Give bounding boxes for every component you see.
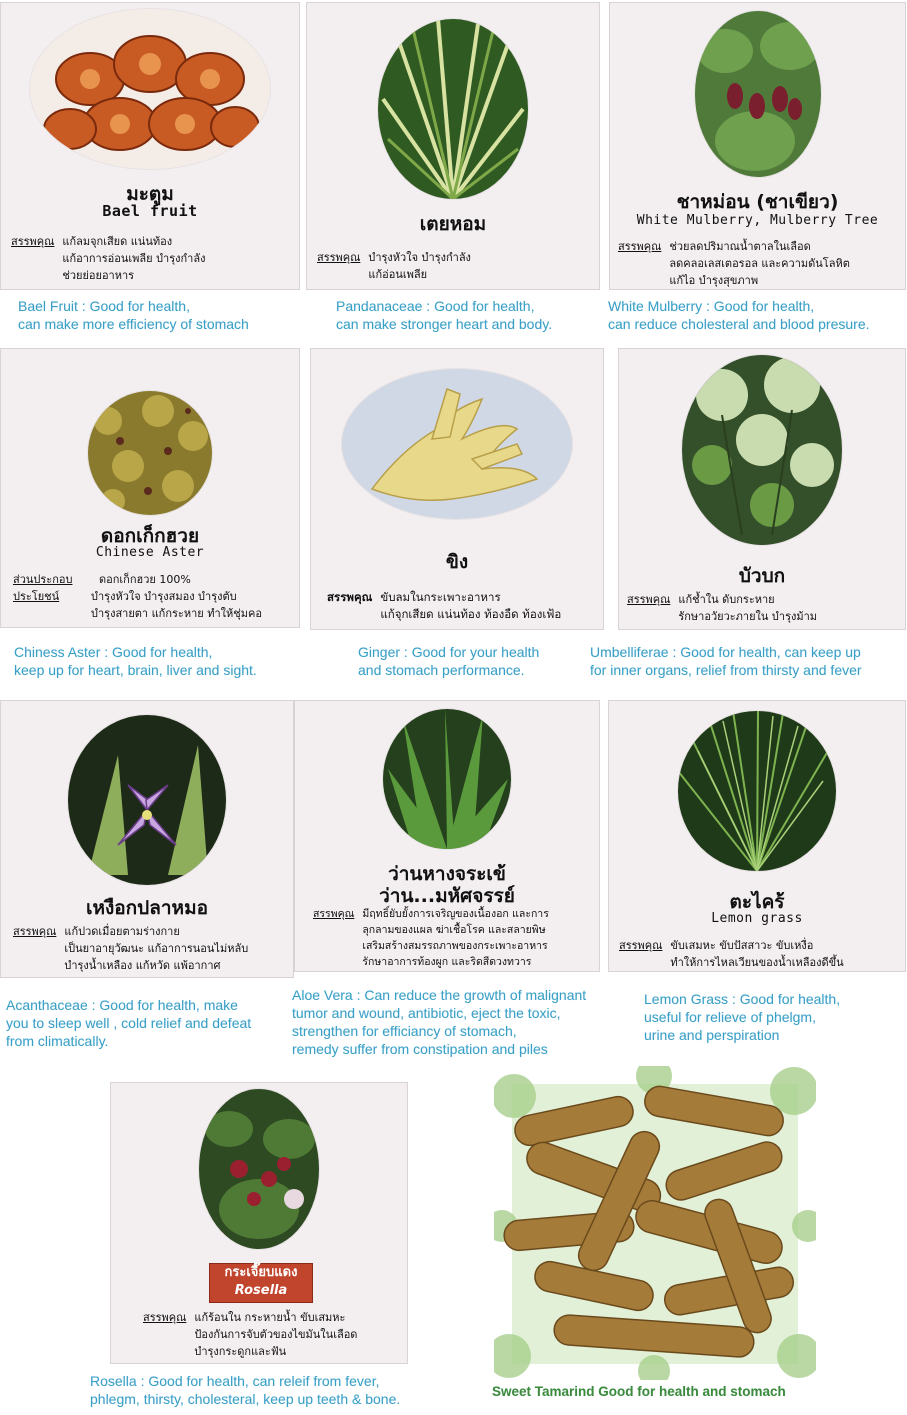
pandan-line: แก้อ่อนเพลีย [368, 268, 428, 281]
gotu-thai-name: บัวบก [738, 565, 786, 587]
caption-line: keep up for heart, brain, liver and sight. [14, 662, 257, 678]
rosella-card [110, 1082, 408, 1364]
lemongrass-photo [678, 711, 836, 871]
tamarind-caption: Sweet Tamarind Good for health and stomach [492, 1384, 786, 1399]
lemongrass-card [608, 700, 906, 972]
caption-line: can make more efficiency of stomach [18, 316, 249, 332]
aster-properties [13, 571, 262, 622]
bael-line: ช่วยย่อยอาหาร [62, 269, 135, 282]
mulberry-english-name: White Mulberry, Mulberry Tree [636, 213, 879, 228]
lemongrass-line: ทำให้การไหลเวียนของน้ำเหลืองดีขึ้น [670, 956, 844, 969]
caption-line: Chiness Aster : Good for health, [14, 644, 213, 660]
ginger-card [310, 348, 604, 630]
gotu-properties [627, 591, 817, 625]
bael-label: สรรพคุณ [11, 235, 55, 248]
caption-line: from climatically. [6, 1033, 109, 1049]
acanthus-line: เป็นยาอายุวัฒนะ แก้อาการนอนไม่หลับ [64, 942, 249, 955]
ginger-properties [327, 589, 561, 623]
caption-line: phlegm, thirsty, cholesteral, keep up teeth & bone. [90, 1391, 401, 1407]
aloe-properties [313, 906, 549, 970]
gotu-photo [682, 355, 842, 545]
rosella-name-badge [209, 1263, 313, 1303]
aloe-thai-name: ว่านหางจระเข้ [388, 863, 506, 885]
gotu-line: แก้ช้ำใน ดับกระหาย [678, 593, 775, 606]
acanthus-properties [13, 923, 248, 974]
aster-photo [88, 391, 212, 515]
rosella-line: ป้องกันการจับตัวของไขมันในเลือด [194, 1328, 358, 1341]
mulberry-line: ช่วยลดปริมาณน้ำตาลในเลือด [669, 240, 811, 253]
aloe-photo [383, 709, 511, 849]
rosella-line: แก้ร้อนใน กระหายน้ำ ขับเสมหะ [194, 1311, 346, 1324]
aloe-line: รักษาอาการท้องผูก และริดสีดวงทวาร [362, 956, 532, 968]
rosella-caption [90, 1372, 400, 1408]
pandan-caption [336, 297, 552, 333]
pandan-properties [317, 249, 471, 283]
pandan-label: สรรพคุณ [317, 251, 361, 264]
bael-properties [11, 233, 205, 284]
aster-label-benefits: ประโยชน์ [13, 590, 60, 603]
acanthus-thai-name: เหงือกปลาหมอ [85, 897, 209, 919]
caption-line: remedy suffer from constipation and piles [292, 1041, 548, 1057]
aloe-line: เสริมสร้างสมรรถภาพของกระเพาะอาหาร [362, 940, 548, 952]
bael-line: แก้อาการอ่อนเพลีย บำรุงกำลัง [62, 252, 206, 265]
aloe-caption [292, 986, 586, 1058]
lemongrass-english-name: Lemon grass [711, 911, 803, 926]
gotu-label: สรรพคุณ [627, 593, 671, 606]
ginger-photo [342, 369, 572, 519]
mulberry-photo [695, 11, 821, 177]
bael-photo [30, 9, 270, 169]
aloe-label: สรรพคุณ [313, 908, 355, 920]
caption-line: Pandanaceae : Good for health, [336, 298, 535, 314]
rosella-line: บำรุงกระดูกและฟัน [194, 1345, 287, 1358]
aster-caption [14, 643, 257, 679]
mulberry-caption [608, 297, 870, 333]
aloe-card [294, 700, 600, 972]
acanthus-line: แก้ปวดเมื่อยตามร่างกาย [64, 925, 180, 938]
ginger-caption [358, 643, 539, 679]
caption-line: can reduce cholesteral and blood presure. [608, 316, 870, 332]
aster-card [0, 348, 300, 628]
caption-line: for inner organs, relief from thirsty and fever [590, 662, 862, 678]
gotu-caption [590, 643, 862, 679]
acanthus-card [0, 700, 294, 978]
aster-line: ดอกเก็กฮวย 100% [99, 573, 191, 586]
mulberry-line: แก้ไอ บำรุงสุขภาพ [669, 274, 759, 287]
mulberry-properties [618, 238, 850, 289]
lemongrass-label: สรรพคุณ [619, 939, 663, 952]
bael-english-name: Bael fruit [102, 202, 198, 220]
aster-thai-name: ดอกเก็กฮวย [100, 525, 200, 547]
caption-line: White Mulberry : Good for health, [608, 298, 815, 314]
caption-line: Umbelliferae : Good for health, can keep up [590, 644, 861, 660]
ginger-line: ขับลมในกระเพาะอาหาร [380, 590, 501, 604]
ginger-thai-name: ขิง [445, 551, 469, 573]
aloe-line: มีฤทธิ์ยับยั้งการเจริญของเนื้องอก และการ [362, 908, 549, 920]
mulberry-line: ลดคลอเลสเตอรอล และความดันโลหิต [669, 257, 850, 270]
lemongrass-caption [644, 990, 840, 1044]
rosella-properties [143, 1309, 357, 1360]
acanthus-caption [6, 996, 251, 1050]
tamarind-photo [494, 1066, 816, 1380]
lemongrass-properties [619, 937, 844, 971]
caption-line: Ginger : Good for your health [358, 644, 540, 660]
aloe-line: ลุกลามของแผล ฆ่าเชื้อโรค และสลายพิษ [362, 924, 546, 936]
pandan-photo [378, 19, 528, 199]
caption-line: can make stronger heart and body. [336, 316, 553, 332]
pandan-card [306, 2, 600, 290]
caption-line: Rosella : Good for health, can releif from fever, [90, 1373, 380, 1389]
rosella-photo [199, 1089, 319, 1249]
ginger-line: แก้จุกเสียด แน่นท้อง ท้องอืด ท้องเฟ้อ [380, 607, 562, 621]
gotu-line: รักษาอวัยวะภายใน บำรุงม้าม [678, 610, 818, 623]
aster-label-ingredients: ส่วนประกอบ [13, 573, 73, 586]
aloe-thai-subtitle: ว่าน...มหัศจรรย์ [379, 885, 515, 907]
caption-line: Bael Fruit : Good for health, [18, 298, 190, 314]
aster-english-name: Chinese Aster [95, 545, 205, 560]
mulberry-label: สรรพคุณ [618, 240, 662, 253]
lemongrass-line: ขับเสมหะ ขับปัสสาวะ ขับเหงื่อ [670, 939, 814, 952]
caption-line: urine and perspiration [644, 1027, 780, 1043]
gotu-card [618, 348, 906, 630]
aster-line: บำรุงสายตา แก้กระหาย ทำให้ชุ่มคอ [91, 607, 262, 620]
caption-line: tumor and wound, antibiotic, eject the toxic, [292, 1005, 561, 1021]
mulberry-thai-name: ชาหม่อน (ชาเขียว) [676, 191, 839, 213]
caption-line: and stomach performance. [358, 662, 525, 678]
acanthus-photo [68, 715, 226, 885]
aster-line: บำรุงหัวใจ บำรุงสมอง บำรุงตับ [91, 590, 237, 603]
acanthus-label: สรรพคุณ [13, 925, 57, 938]
acanthus-line: บำรุงน้ำเหลือง แก้หวัด แพ้อากาศ [64, 959, 221, 972]
bael-caption [18, 297, 249, 333]
lemongrass-thai-name: ตะไคร้ [729, 891, 785, 913]
caption-line: Acanthaceae : Good for health, make [6, 997, 238, 1013]
ginger-label: สรรพคุณ [327, 590, 373, 604]
caption-line: you to sleep well , cold relief and defeat [6, 1015, 252, 1031]
caption-line: useful for relieve of phelgm, [644, 1009, 816, 1025]
pandan-line: บำรุงหัวใจ บำรุงกำลัง [368, 251, 471, 264]
bael-thai-name: มะตูม [126, 183, 174, 205]
bael-line: แก้ลมจุกเสียด แน่นท้อง [62, 235, 173, 248]
bael-card [0, 2, 300, 290]
rosella-label: สรรพคุณ [143, 1311, 187, 1324]
pandan-thai-name: เตยหอม [419, 213, 487, 235]
rosella-thai-name: กระเจี๊ยบแดง [224, 1265, 298, 1280]
caption-line: Lemon Grass : Good for health, [644, 991, 841, 1007]
rosella-english-name: Rosella [234, 1283, 288, 1298]
caption-line: strengthen for efficiancy of stomach, [292, 1023, 517, 1039]
caption-line: Aloe Vera : Can reduce the growth of malignant [292, 987, 587, 1003]
mulberry-card [609, 2, 906, 290]
